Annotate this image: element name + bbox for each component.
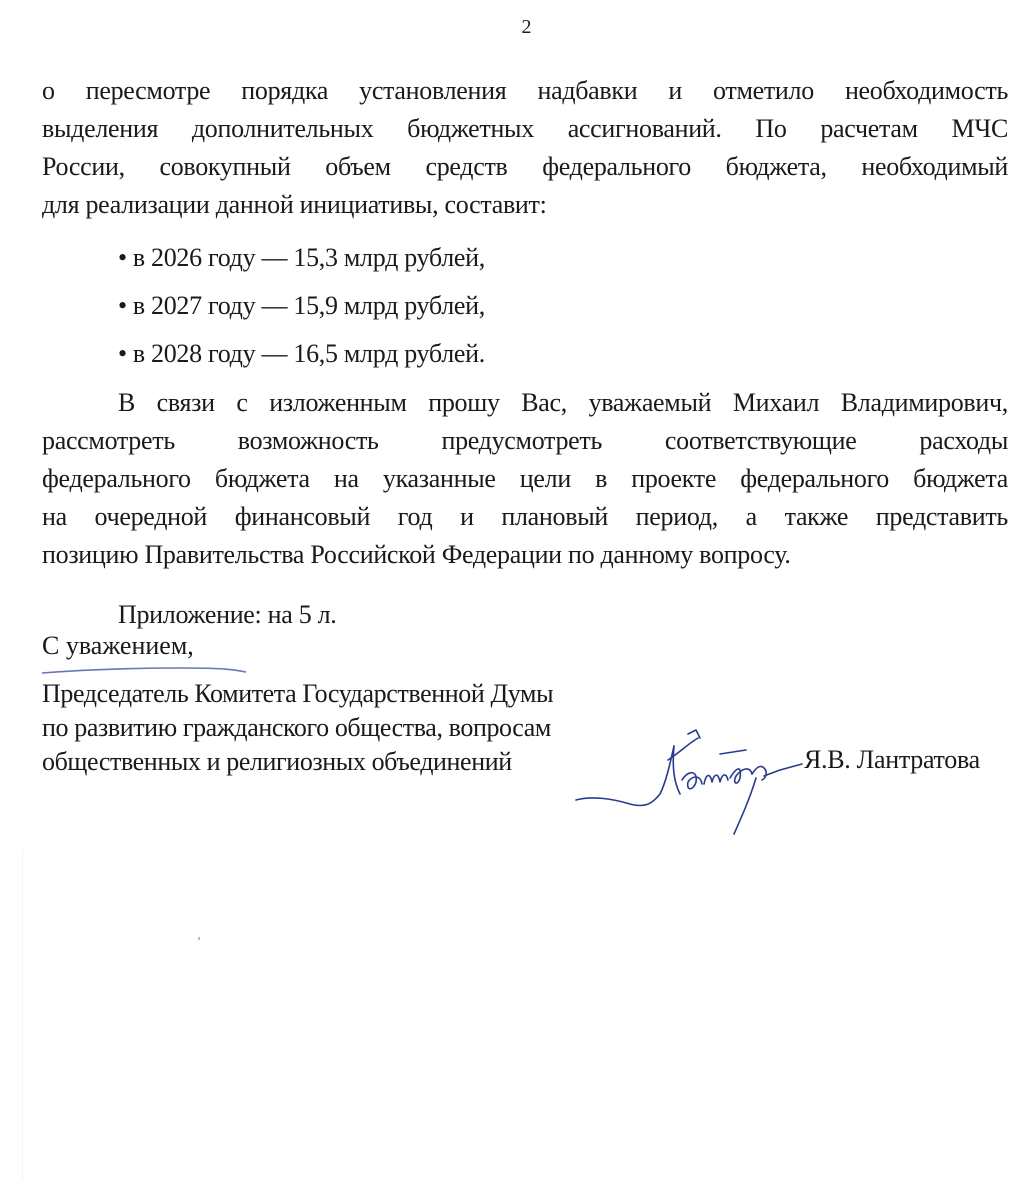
funding-item-2028 xyxy=(118,330,1008,378)
signature-icon xyxy=(570,720,810,840)
signer-title-line: по развитию гражданского общества, вопросам xyxy=(42,713,551,742)
funding-text: в 2027 году — 15,9 млрд рублей, xyxy=(132,291,485,320)
signer-name: Я.В. Лантратова xyxy=(804,745,980,774)
text-line: на очередной финансовый год и плановый период, а также представить xyxy=(42,502,1008,531)
text-line: В связи с изложенным прошу Вас, уважаемый Михаил Владимирович, xyxy=(118,388,1008,417)
signer-title-line: Председатель Комитета Государственной Думы xyxy=(42,679,554,708)
funding-item-2027 xyxy=(118,282,1008,330)
bullet-icon: • xyxy=(118,339,127,368)
paragraph-continuation xyxy=(42,72,1008,224)
pen-underline-icon xyxy=(40,667,250,675)
attachment-note: Приложение: на 5 л. xyxy=(118,600,337,629)
text-line: для реализации данной инициативы, составит: xyxy=(42,190,547,219)
signer-title xyxy=(42,677,553,779)
text-line: рассмотреть возможность предусмотреть соответствующие расходы xyxy=(42,426,1008,455)
text-line: о пересмотре порядка установления надбавки и отметило необходимость xyxy=(42,76,1008,105)
funding-list xyxy=(42,234,1008,378)
signer-title-line: общественных и религиозных объединений xyxy=(42,747,512,776)
bullet-icon: • xyxy=(118,291,127,320)
funding-item-2026 xyxy=(118,234,1008,282)
text-line: позицию Правительства Российской Федерации по данному вопросу. xyxy=(42,540,791,569)
text-line: России, совокупный объем средств федерального бюджета, необходимый xyxy=(42,152,1008,181)
scan-edge-line xyxy=(22,850,23,1180)
text-line: выделения дополнительных бюджетных ассигнований. По расчетам МЧС xyxy=(42,114,1008,143)
funding-text: в 2028 году — 16,5 млрд рублей. xyxy=(132,339,485,368)
funding-text: в 2026 году — 15,3 млрд рублей, xyxy=(132,243,485,272)
page-number: 2 xyxy=(521,16,532,38)
scan-artifact xyxy=(198,937,200,940)
closing-salutation: С уважением, xyxy=(42,631,194,660)
letter-body xyxy=(42,72,1008,634)
bullet-icon: • xyxy=(118,243,127,272)
text-line: федерального бюджета на указанные цели в проекте федерального бюджета xyxy=(42,464,1008,493)
request-paragraph xyxy=(42,384,1008,574)
